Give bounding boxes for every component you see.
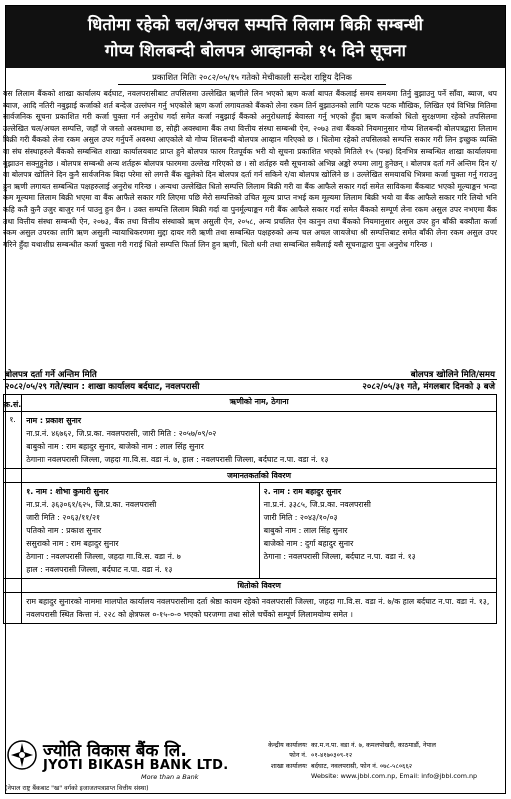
borrower-address: ठेगानाः नवलपरासी जिल्ला, जहदा गा.वि.स. वडा नं. ७, हाल : नवलपरासी जिल्ला, बर्दघाट न.पा. वडा नं. १३ (26, 455, 329, 464)
bank-logo-icon (7, 740, 37, 770)
opening-value: २०८२/०५/३१ गते, मंगलबार दिनको ३ बजे (362, 382, 495, 392)
borrower-row (4, 412, 497, 469)
guarantor-2-line3: बाबुको नाम : लाल सिंह सुनार (263, 526, 348, 535)
license-note: (नेपाल राष्ट्र बैंकबाट "ख" वर्गको इजाजतपत्रप्राप्त वित्तीय संस्था) (5, 785, 149, 792)
borrower-family: बाबुको नाम : राम बहादुर सुनार, बाजेको नाम : लाल सिंह सुनार (26, 442, 204, 451)
guarantor-title-row (4, 469, 497, 483)
guarantor-1-name: १. नाम : शोभा कुमारी सुनार (26, 487, 109, 496)
col-sn-header: क्र.सं. (4, 395, 22, 412)
office-info (249, 740, 477, 781)
guarantor-title: जमानतकर्ताको विवरण (22, 469, 497, 483)
notice-header (6, 6, 505, 68)
details-table (3, 394, 497, 624)
register-deadline-label: बोलपत्र दर्ता गर्ने अन्तिम मिति (5, 370, 97, 380)
col-borrower-header: ऋणीको नाम, ठेगाना (22, 395, 497, 412)
publication-line: प्रकाशित मितिः २०८२/०५/१५ गतेको मेचीकाली सन्देश राष्ट्रिय दैनिक (118, 70, 386, 85)
guarantor-1-line3: पतिको नाम : प्रकाश सुनार (26, 526, 102, 535)
guarantor-1-line1: ना.प्र.नं. ३६३०६१/६२५, जि.प्र.का. नवलपरासी (26, 500, 157, 509)
collateral-details: राम बहादुर सुनारको नाममा मालपोत कार्यालय नवलपरासीमा दर्ता श्रेष्ठा कायम रहेको नवलपरासी जिल्ला, जहदा गा.वि.स. वडा नं. ७/क हाल बर्दघाट न.पा. वडा नं. १३, नवलपरासी स्थित कित्ता नं. २२८ को क्षेत्रफल ०-१५-०-० भएको घरजग्गा तथा सोले चर्चेको सम्पूर्ण लिलामयोग्य समेत । (22, 593, 497, 624)
header-line-1: धितोमा रहेको चल/अचल सम्पत्ति लिलाम बिक्री सम्बन्धी (87, 15, 424, 34)
guarantor-2 (259, 483, 496, 579)
deadline-divider (3, 379, 497, 380)
guarantor-2-line4: बाजेको नाम : दुर्गा बहादुर सुनार (263, 539, 354, 548)
notice-body: यस लिलाम बैंकको शाखा कार्यालय बर्दघाट, नवलपरासीबाट तपसिलमा उल्लेखित ऋणीले लिन भएको ऋण कर्जा बापत बैंकलाई समय समयमा तिर्नु बुझाउनु पर्ने साँवा, ब्याज, थप ब्याज, आदि नतिरी नबुझाई कर्जाको शर्त बन्देज उल्लंघन गर्नु भएकोले ऋण कर्जा लगायतको बैंकको लेना रकम तिर्न बुझाउनको लागि पटक पटक मौखिक, लिखित एवं विभिन्न मितिमा सार्वजनिक सूचना प्रकाशित गरी कर्जा चुक्ता गर्न अनुरोध गर्दा समेत कर्जा नबुझाई बैंकको अनुरोधलाई बेवास्ता गर्नु भएको हुँदा ऋण कर्जाको धितो सुरक्षणमा रहेको तपसिलमा उल्लेखित चल/अचल सम्पत्ति, जहाँ जे जस्तो अवस्थामा छ, सोही अवस्थामा बैंक तथा वित्तीय संस्था सम्बन्धी ऐन, २०७३ तथा बैंकको नियमानुसार गोप्य शिलबन्दी बोलपत्रद्वारा लिलाम बिक्री गरी बैंकको लेना रकम असुल उपर गर्नुपर्ने अवस्था आएकोले यो गोप्य शिलबन्दी बोलपत्र आव्हान गरिएको छ । धितोमा रहेको तपसिलको सम्पत्ति सकार गरी लिन इच्छुक व्यक्ति वा संघ संस्थाहरुले बैंकको सम्बन्धित शाखा कार्यालयबाट प्राप्त हुने बोलपत्र फारम रितपूर्वक भरी यो सूचना प्रकाशित भएको मितिले १५ (पन्ध्र) दिनभित्र सम्बन्धित शाखा कार्यालयमा बुझाउन सक्नुहुनेछ । बोलपत्र सम्बन्धी अन्य शर्तहरू बोलपत्र फारममा उल्लेख गरिएको छ । सो शर्तहरु यसै सूचनाको अभिन्न अङ्को रुपमा लागु हुनेछन् । बोलपत्र दर्ता गर्ने अन्तिम दिन र/वा बोलपत्र खोलिने दिन कुनै सार्वजनिक बिदा परेमा सो लगत्तै बैंक खुलेको दिन बोलपत्र दर्ता गर्न सकिने र/वा बोलपत्र खोलिने छ । उल्लेखित समयावधि भित्रमा कर्जा चुक्ता गर्नु गराउनु हुन ऋणी लगायत सम्बन्धित पक्षहरुलाई अनुरोध गरिन्छ । अन्यथा उल्लेखित धितो सम्पत्ति लिलाम बिक्री गरी वा बैंक आफैले सकार गर्दा समेत साविकमा बैंकबाट भएको मूल्याङ्कन भन्दा कम मूल्यमा लिलाम बिक्री भएमा वा बैंक आफैले सकार गरि लिएमा पछि मेरो सम्पत्तिको उचित मूल्य प्राप्त नभई कम मूल्यमा लिलाम बिक्री भयो वा बैंक आफैले सकार गरि लियो भनि कहि कतै कुनै उजुर बाजुर गर्न पाउनु हुन छैन । उक्त सम्पत्ति लिलाम बिक्री गर्दा वा पुनर्मूल्याङ्कन गरी बैंक आफैले सकार गर्दा समेत बैंकको सम्पूर्ण लेना रकम असुल उपर नभएमा बैंक तथा वित्तीय संस्था सम्बन्धी ऐन, २०७३, बैंक तथा वित्तीय संस्थाको ऋण असुली ऐन, २०५८, अन्य प्रचलित ऐन कानुन तथा बैंकको नियमानुसार असुल उपर हुन बाँकी बक्यौता कर्जा रकम असुल उपरका लागि ऋण असुली न्यायाधिकरणमा मुद्दा दायर गरी ऋणी तथा सम्बन्धित पक्षहरुको अन्य चल अचल जायजेथा श्री सम्पत्तिबाट समेत बाँकी लेना रकम असुल उपर गरिने हुँदा यथाशीघ्र सम्बन्धीत कर्जा चुक्ता गरी गराई धितो सम्पत्ति फिर्ता लिन हुन ऋणी, धितो धनी तथा सम्बन्धित सबैलाई यसै सूचनाद्वारा पुनः अनुरोध गरिन्छ । (3, 89, 497, 249)
branch-office-label: शाखा कार्यालयः (270, 761, 307, 770)
branch-office-value: बर्दघाट, नवलपरासी, फोन नं. ०७८-५८०६६२ (311, 761, 413, 770)
guarantor-1-line2: जारी मिति : २०६३/११/२१ (26, 513, 101, 522)
guarantor-1 (22, 483, 259, 579)
borrower-name: नाम : प्रकाश सुनार (26, 416, 82, 425)
bank-tagline: More than a Bank (141, 773, 199, 781)
bank-name-english: JYOTI BIKASH BANK LTD. (43, 758, 229, 773)
register-deadline-value: २०८२/०५/२९ गते/स्थान : शाखा कार्यालय बर्दघाट, नवलपरासी (5, 382, 200, 392)
guarantor-2-line5: ठेगाना : नवलपरासी जिल्ला, बर्दघाट न.पा. वडा नं. १३ (263, 552, 416, 561)
guarantor-2-line1: ना.प्र.नं. ३३८५, जि.प्र.का. नवलपरासी (263, 500, 371, 509)
collateral-title-row (4, 579, 497, 593)
phone-value: ०१-४१७०३०९-१२ (311, 751, 353, 760)
central-office-label: केन्द्रीय कार्यालयः (268, 741, 307, 749)
bank-name-nepali: ज्योति विकास बैंक लि. (43, 741, 187, 761)
guarantor-1-line4: ससुराको नाम : राम बहादुर सुनार (26, 539, 119, 548)
collateral-row (4, 593, 497, 624)
website-email[interactable]: Website: www.jbbl.com.np, Email: info@jbbl.com.np (311, 771, 478, 780)
guarantor-2-line2: जारी मिति : २०४३/१०/०३ (263, 513, 338, 522)
phone-label: फोन नं. (289, 751, 307, 760)
guarantor-1-line6: हाल : नवलपरासी जिल्ला, बर्दघाट न.पा. वडा नं. १३ (26, 565, 173, 574)
table-header-row (4, 395, 497, 412)
borrower-citizenship: ना.प्र.नं. ४६७६२, जि.प्र.का. नवलपरासी, जारी मिति : २०५७/०९/०२ (26, 429, 217, 438)
guarantor-row (4, 483, 497, 579)
collateral-title: धितोको विवरण (22, 579, 497, 593)
guarantor-2-name: २. नाम : राम बहादुर सुनार (263, 487, 342, 496)
opening-label: बोलपत्र खोलिने मिति/समय (410, 370, 495, 380)
header-line-2: गोप्य शिलबन्दी बोलपत्र आव्हानको १५ दिने सूचना (104, 41, 407, 60)
borrower-sn: १. (4, 412, 22, 469)
central-office-value: का.म.न.पा. वडा नं. ७, कमलपोखरी, काठमाडौं, नेपाल (311, 741, 436, 749)
guarantor-1-line5: ठेगाना : नवलपरासी जिल्ला, जहदा गा.वि.स. वडा नं. ७ (26, 552, 181, 561)
borrower-details (22, 412, 497, 469)
footer (3, 738, 497, 792)
